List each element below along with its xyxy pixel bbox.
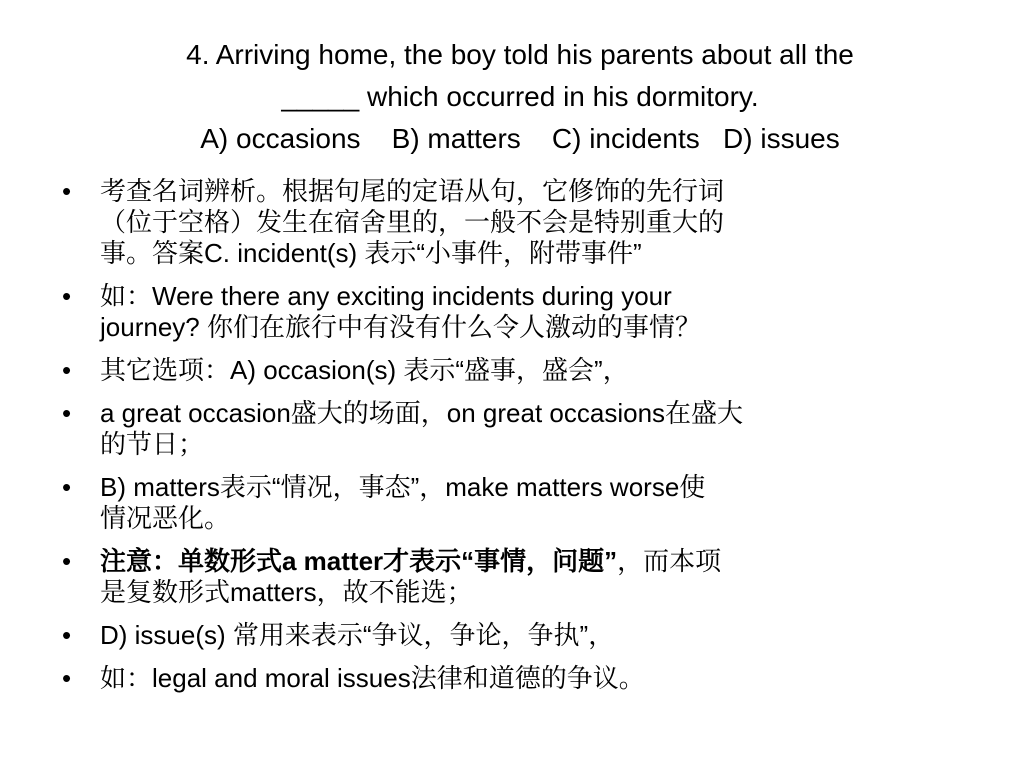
bullet-line: 的节日；: [100, 429, 205, 459]
bullet-line: 是复数形式matters，故不能选；: [100, 577, 473, 607]
bullet-line: （位于空格）发生在宿舍里的，一般不会是特别重大的: [100, 207, 725, 237]
bullet-line: 其它选项：A) occasion(s) 表示“盛事，盛会”，: [100, 355, 629, 385]
list-item: [56, 355, 966, 386]
list-item: [56, 176, 966, 269]
bullet-line: a great occasion盛大的场面，on great occasions在盛大: [100, 398, 744, 428]
question-line-1: 4. Arriving home, the boy told his parents about all the: [186, 39, 854, 70]
bullet-icon: •: [62, 546, 72, 576]
bullet-line: D) issue(s) 常用来表示“争议，争论，争执”，: [100, 620, 615, 650]
bullet-icon: •: [62, 620, 72, 650]
bullet-line: 考查名词辨析。根据句尾的定语从句，它修饰的先行词: [100, 176, 725, 206]
bullet-icon: •: [62, 355, 72, 385]
question-title: [60, 34, 980, 160]
bullet-icon: •: [62, 176, 72, 206]
question-line-2: _____ which occurred in his dormitory.: [281, 81, 759, 112]
list-item: [56, 663, 966, 694]
list-item: [56, 281, 966, 343]
bullet-line: 情况恶化。: [100, 503, 231, 533]
bullet-icon: •: [62, 472, 72, 502]
bullet-icon: •: [62, 281, 72, 311]
bullet-icon: •: [62, 398, 72, 428]
note-rest: ，而本项: [617, 546, 722, 576]
question-options: A) occasions B) matters C) incidents D) issues: [200, 123, 840, 154]
list-item: [56, 546, 966, 608]
bullet-line: journey? 你们在旅行中有没有什么令人激动的事情？: [100, 312, 701, 342]
bullet-line: 如：Were there any exciting incidents during your: [100, 281, 672, 311]
bullet-icon: •: [62, 663, 72, 693]
list-item: [56, 620, 966, 651]
bullet-line: 事。答案C. incident(s) 表示“小事件，附带事件”: [100, 238, 642, 268]
bullet-line: 如：legal and moral issues法律和道德的争议。: [100, 663, 645, 693]
bullet-line: [100, 546, 966, 577]
list-item: [56, 398, 966, 460]
note-emphasis: 注意：单数形式a matter才表示“事情，问题”: [100, 546, 618, 576]
list-item: [56, 472, 966, 534]
explanation-list: [56, 176, 966, 706]
bullet-line: B) matters表示“情况，事态”，make matters worse使: [100, 472, 706, 502]
